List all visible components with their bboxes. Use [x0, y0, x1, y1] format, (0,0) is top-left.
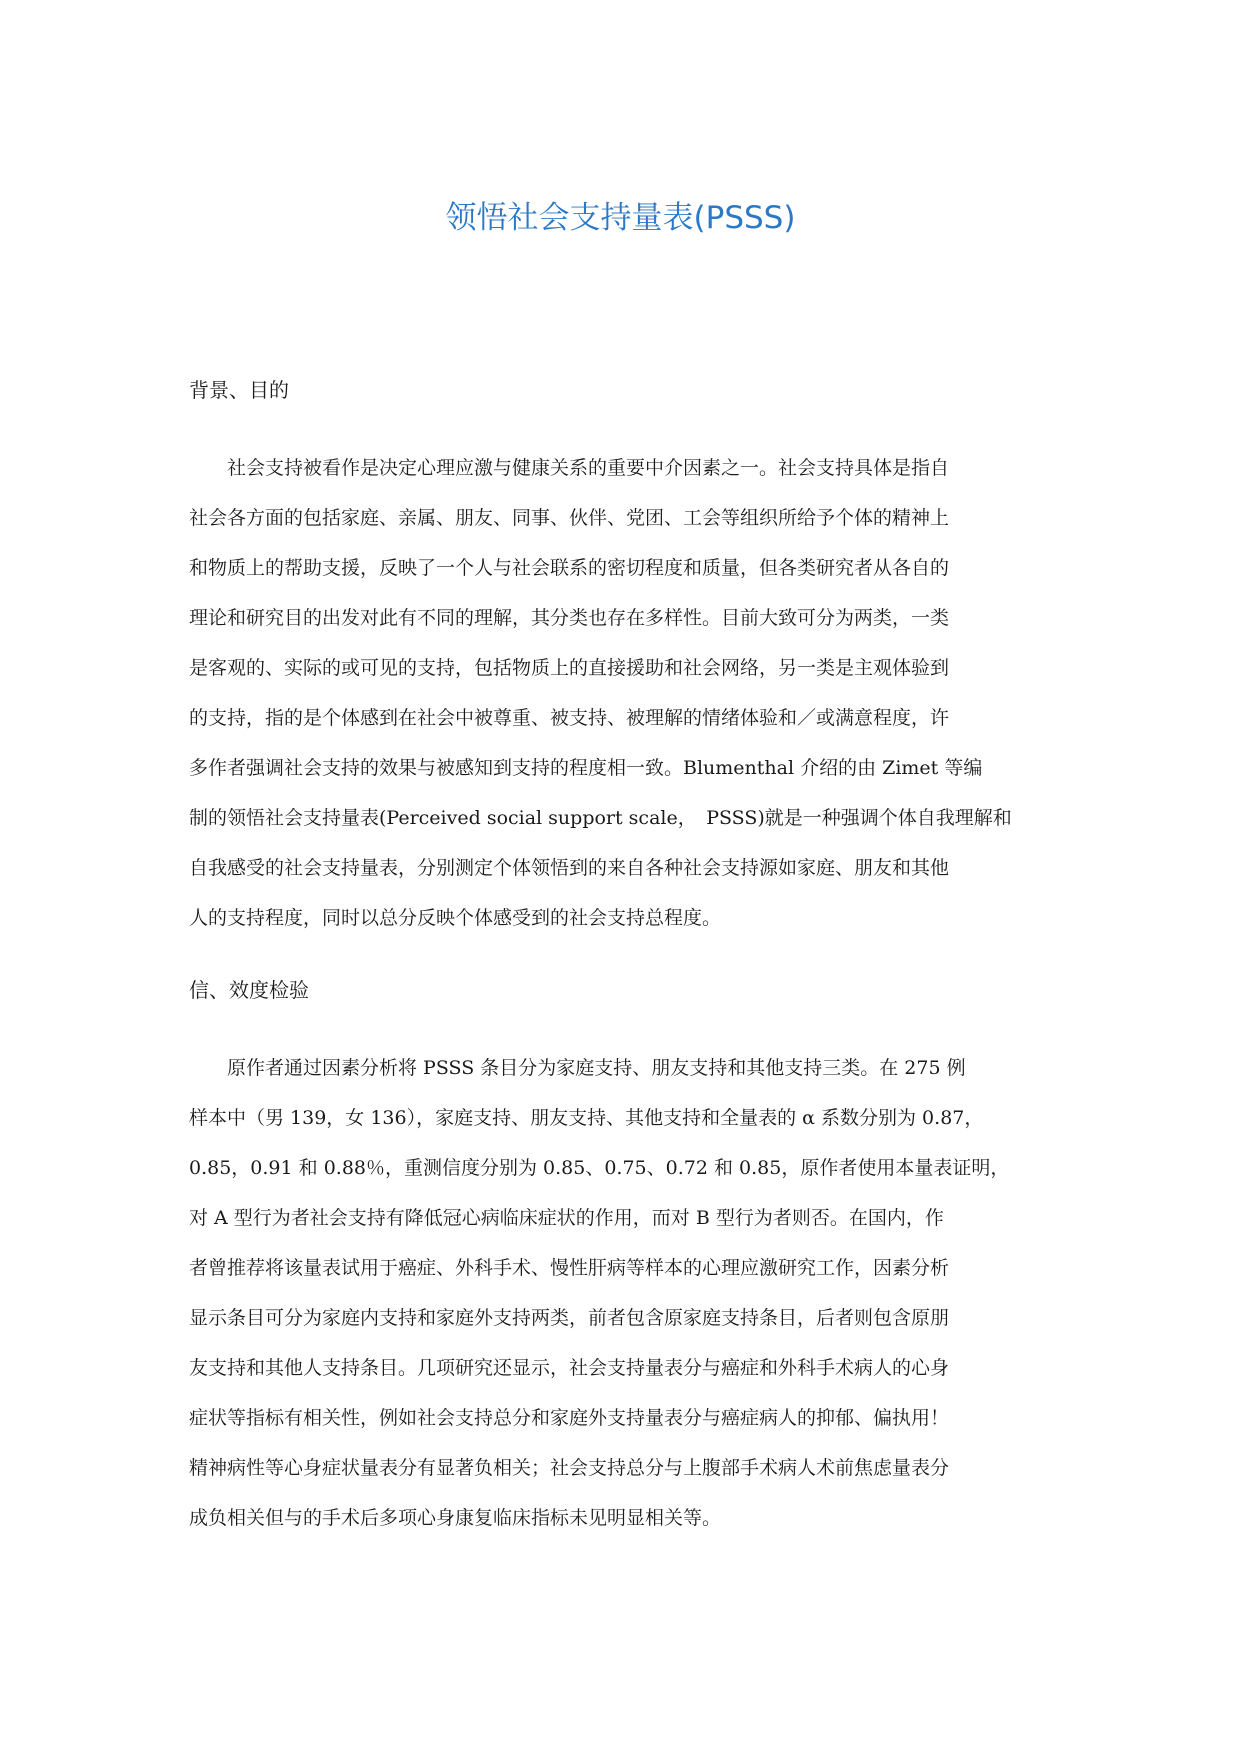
paragraph-line: 者曾推荐将该量表试用于癌症、外科手术、慢性肝病等样本的心理应激研究工作，因素分析 [189, 1257, 950, 1279]
paragraph-line: 症状等指标有相关性，例如社会支持总分和家庭外支持量表分与癌症病人的抑郁、偏执用！ [189, 1407, 950, 1429]
paragraph-line: 0.85，0.91 和 0.88％，重测信度分别为 0.85、0.75、0.72 和 0.85，原作者使用本量表证明， [189, 1157, 1010, 1179]
paragraph-line: 社会支持被看作是决定心理应激与健康关系的重要中介因素之一。社会支持具体是指自 [227, 457, 950, 479]
paragraph-line: 多作者强调社会支持的效果与被感知到支持的程度相一致。Blumenthal 介绍的由 Zimet 等编 [189, 757, 983, 779]
section-heading-reliability-validity: 信、效度检验 [189, 978, 309, 1002]
paragraph-line: 社会各方面的包括家庭、亲属、朋友、同事、伙伴、党团、工会等组织所给予个体的精神上 [189, 507, 950, 529]
paragraph-background [189, 443, 1053, 943]
paragraph-line: 友支持和其他人支持条目。几项研究还显示，社会支持量表分与癌症和外科手术病人的心身 [189, 1357, 950, 1379]
paragraph-line: 成负相关但与的手术后多项心身康复临床指标未见明显相关等。 [189, 1507, 722, 1529]
paragraph-line: 制的领悟社会支持量表(Perceived social support scale， PSSS)就是一种强调个体自我理解和 [189, 807, 1012, 829]
paragraph-line: 是客观的、实际的或可见的支持，包括物质上的直接援助和社会网络，另一类是主观体验到 [189, 657, 950, 679]
paragraph-line: 的支持，指的是个体感到在社会中被尊重、被支持、被理解的情绪体验和／或满意程度，许 [189, 707, 950, 729]
paragraph-line: 样本中（男 139，女 136），家庭支持、朋友支持、其他支持和全量表的 α 系数分别为 0.87， [189, 1107, 984, 1129]
paragraph-reliability-validity [189, 1043, 1053, 1543]
paragraph-line: 对 A 型行为者社会支持有降低冠心病临床症状的作用，而对 B 型行为者则否。在国内，作 [189, 1207, 944, 1229]
paragraph-line: 和物质上的帮助支援，反映了一个人与社会联系的密切程度和质量，但各类研究者从各自的 [189, 557, 950, 579]
paragraph-line: 人的支持程度，同时以总分反映个体感受到的社会支持总程度。 [189, 907, 722, 929]
document-title: 领悟社会支持量表(PSSS) [445, 200, 796, 236]
paragraph-line: 自我感受的社会支持量表，分别测定个体领悟到的来自各种社会支持源如家庭、朋友和其他 [189, 857, 950, 879]
paragraph-line: 显示条目可分为家庭内支持和家庭外支持两类，前者包含原家庭支持条目，后者则包含原朋 [189, 1307, 950, 1329]
paragraph-line: 原作者通过因素分析将 PSSS 条目分为家庭支持、朋友支持和其他支持三类。在 275 例 [227, 1057, 966, 1079]
paragraph-line: 理论和研究目的出发对此有不同的理解，其分类也存在多样性。目前大致可分为两类，一类 [189, 607, 950, 629]
paragraph-line: 精神病性等心身症状量表分有显著负相关；社会支持总分与上腹部手术病人术前焦虑量表分 [189, 1457, 950, 1479]
section-heading-background: 背景、目的 [189, 378, 289, 402]
